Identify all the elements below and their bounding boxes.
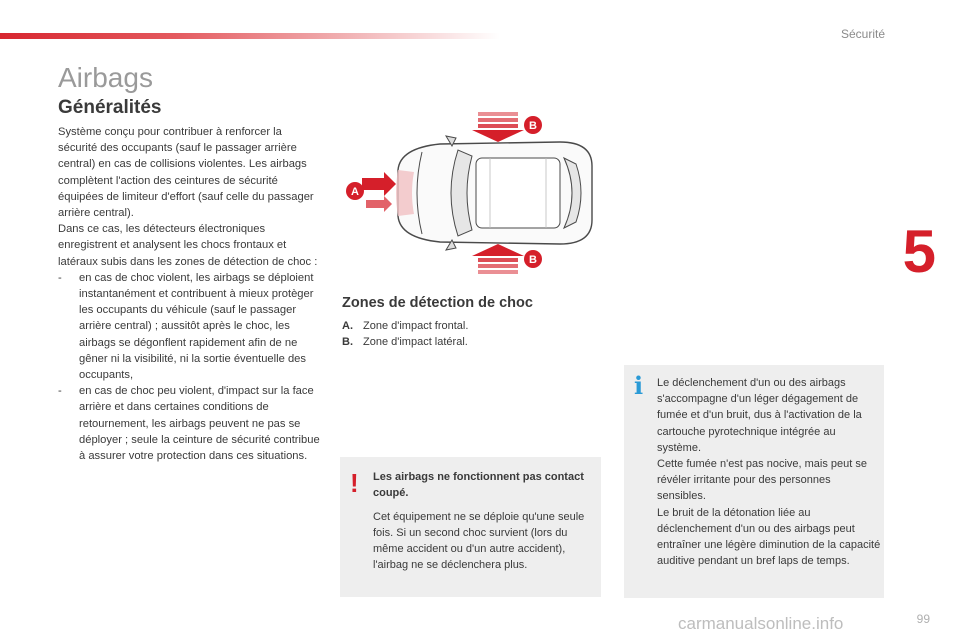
car-impact-diagram — [340, 108, 620, 278]
chapter-number: 5 — [902, 218, 936, 285]
zones-title: Zones de détection de choc — [342, 295, 533, 311]
zone-key: A. — [342, 320, 353, 332]
bullet-marker: - — [58, 271, 62, 284]
bullet-text: en cas de choc peu violent, d'impact sur la face arrière et dans certaines conditions de retournement, les airbags peuvent ne pas se déployer ; seule la ceinture de sécurité contribue à assurer votre protection dans ces situations. — [79, 385, 320, 463]
side-impact-marker-bottom — [524, 250, 542, 268]
intro-paragraph: Dans ce cas, les détecteurs électroniques enregistrent et analysent les chocs frontaux et latéraux subis dans les zones de détection de choc : — [58, 223, 318, 268]
page-number: 99 — [916, 612, 930, 626]
watermark: carmanualsonline.info — [678, 614, 844, 633]
info-paragraph: Le bruit de la détonation liée au déclenchement d'un ou des airbags peut entraîner une légère diminution de la capacité auditive pendant un bref laps de temps. — [657, 506, 881, 568]
bullet-item — [58, 383, 323, 464]
info-icon: i — [634, 371, 644, 400]
info-paragraph: Cette fumée n'est pas nocive, mais peut se révéler irritante pour des personnes sensibles. — [657, 458, 867, 503]
side-impact-marker-top — [524, 116, 542, 134]
warning-body: Cet équipement ne se déploie qu'une seule fois. Si un second choc survient (lors du même accident ou d'un autre accident), l'airbag ne se déclenchera plus. — [373, 511, 585, 571]
intro-text — [58, 124, 323, 464]
section-subtitle: Généralités — [58, 97, 162, 118]
zone-text: Zone d'impact latéral. — [363, 336, 468, 348]
warning-title: Les airbags ne fonctionnent pas contact coupé. — [373, 471, 584, 499]
header-accent-bar — [0, 33, 500, 39]
intro-paragraph: Système conçu pour contribuer à renforcer la sécurité des occupants (sauf le passager arrière central) en cas de collisions violentes. Les airbags complètent l'action des ceintures de sécurité équipées de limiteur d'effort (sauf celle du passager arrière central). — [58, 126, 314, 220]
bullet-marker: - — [58, 385, 62, 398]
info-paragraph: Le déclenchement d'un ou des airbags s'accompagne d'un léger dégagement de fumée et d'un bruit, dus à l'activation de la cartouche pyrotechnique intégrée au système. — [657, 377, 862, 454]
section-header: Sécurité — [840, 27, 885, 41]
car-top-view-icon — [396, 136, 592, 250]
side-impact-arrows-top — [472, 112, 524, 142]
bullet-text: en cas de choc violent, les airbags se déploient instantanément et contribuent à mieux protèger les occupants du véhicule (sauf le passager arrière central) ; aussitôt après le choc, les airbags se dégonflent rapidement afin de ne gêner ni la visibilité, ni la sortie éventuelle des occupants, — [79, 271, 314, 382]
label-b-bottom: B — [529, 254, 537, 266]
zone-key: B. — [342, 336, 353, 348]
zones-list — [342, 318, 468, 350]
label-a: A — [351, 186, 359, 198]
label-b-top: B — [529, 120, 537, 132]
side-impact-arrows-bottom — [472, 244, 524, 274]
front-impact-arrows — [362, 172, 396, 212]
front-impact-marker — [346, 182, 364, 200]
warning-text — [373, 469, 588, 573]
zone-item — [342, 334, 468, 350]
bullet-item — [58, 270, 323, 383]
page-title: Airbags — [58, 62, 153, 93]
zone-text: Zone d'impact frontal. — [363, 320, 469, 332]
warning-icon: ! — [350, 468, 359, 498]
info-text — [657, 375, 881, 569]
zone-item — [342, 318, 468, 334]
